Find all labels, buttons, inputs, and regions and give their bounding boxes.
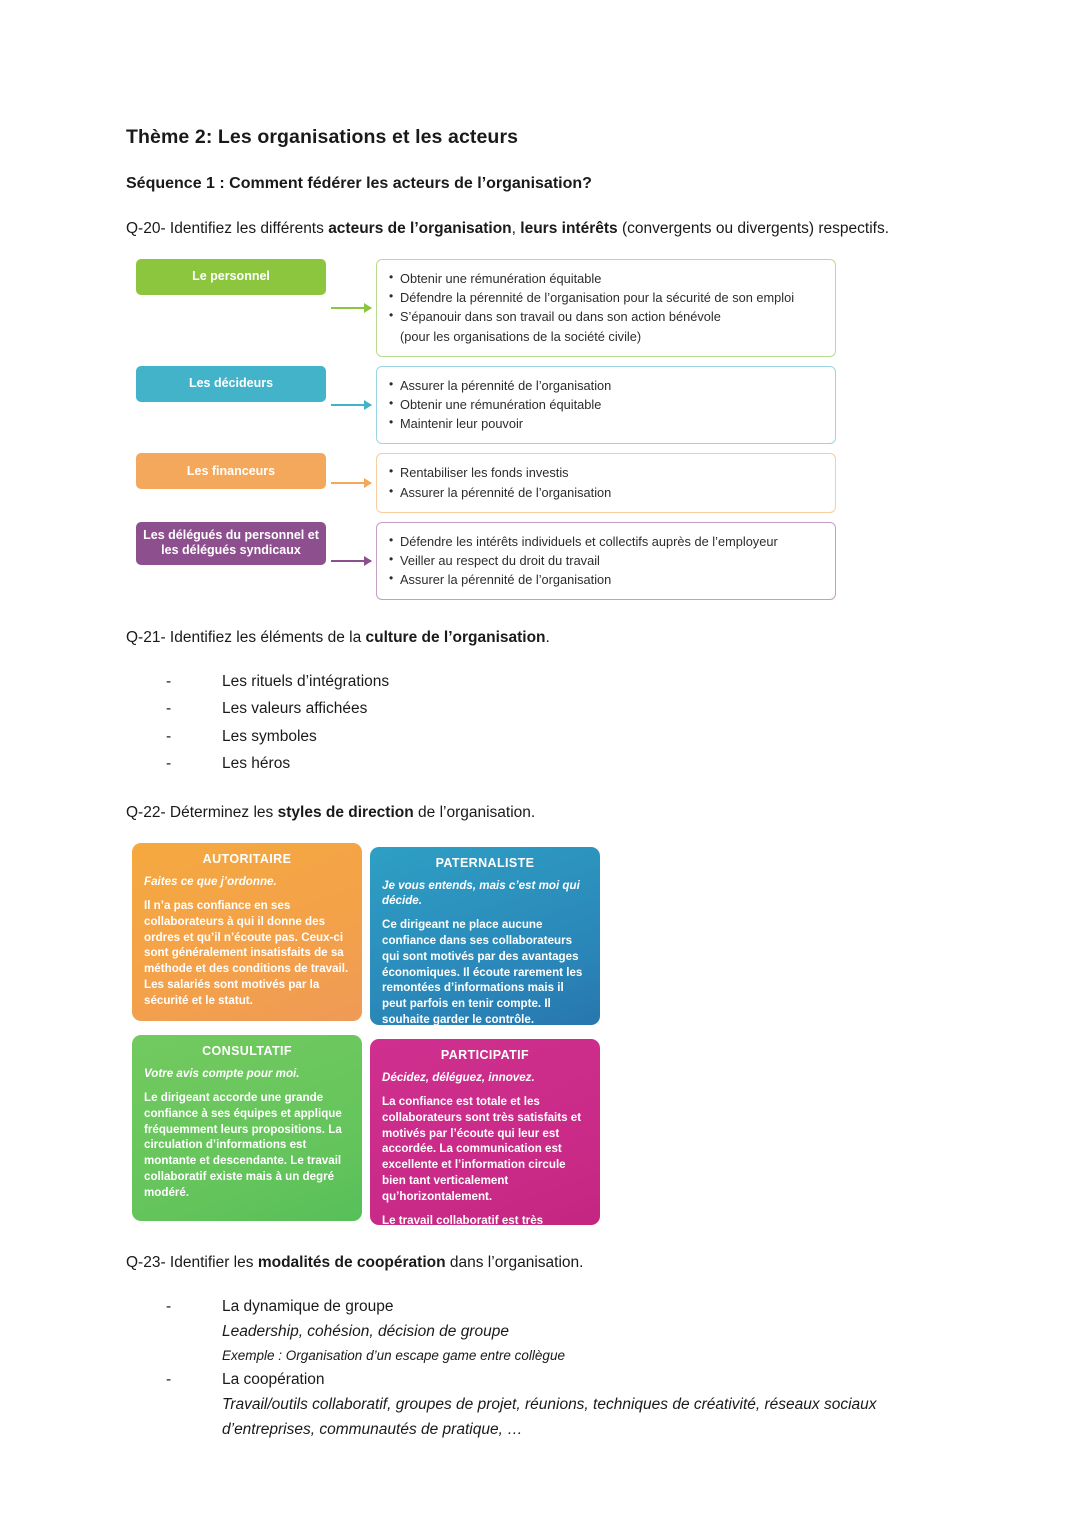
- cooperation-item-title: La coopération: [222, 1371, 325, 1389]
- cooperation-list: [126, 1293, 956, 1443]
- page-title: Thème 2: Les organisations et les acteurs: [126, 126, 519, 148]
- q23-bold-modalites: modalités de coopération: [257, 1253, 446, 1271]
- list-item-note: (pour les organisations de la société civile): [400, 328, 642, 344]
- style-body-text: Ce dirigeant ne place aucune confiance dans ses collaborateurs qui sont motivés par des avantages économiques. Il écoute rarement les remontées d’informations mais il peut parfois en tenir compte. Il souhaite garder le contrôle.: [382, 918, 583, 1026]
- q22-suffix: de l’organisation.: [413, 803, 536, 821]
- q20-middle: ,: [511, 220, 521, 237]
- list-item: • Veiller au respect du droit du travail: [389, 551, 823, 570]
- q23-suffix: dans l’organisation.: [445, 1253, 584, 1271]
- q20-bold-interets: leurs intérêts: [520, 220, 618, 237]
- arrow-icon: [326, 543, 376, 579]
- arrow-icon: [326, 465, 376, 501]
- style-body: [144, 898, 350, 1008]
- list-item: - Les rituels d’intégrations: [166, 668, 956, 695]
- style-body-text-2: Le travail collaboratif est très présent.: [382, 1214, 544, 1244]
- arrow-icon: [326, 387, 376, 423]
- style-title: PARTICIPATIF: [440, 1047, 530, 1062]
- actor-interests-decideurs: [376, 366, 836, 445]
- style-card-participatif: [370, 1039, 600, 1244]
- cooperation-item-sub: Travail/outils collaboratif, groupes de projet, réunions, techniques de créativité, réseaux sociaux d’entreprises, communautés de pratique, …: [222, 1396, 877, 1439]
- actor-row: [136, 453, 836, 512]
- actor-label-financeurs: Les financeurs: [136, 453, 326, 489]
- style-body: [382, 917, 588, 1027]
- sequence-heading: Séquence 1 : Comment fédérer les acteurs de l’organisation?: [126, 175, 592, 192]
- actor-interests-delegues: [376, 522, 836, 601]
- style-quote: Décidez, déléguez, innovez.: [382, 1070, 535, 1084]
- style-title: CONSULTATIF: [202, 1043, 292, 1058]
- list-item: [166, 1293, 956, 1367]
- list-item: - Les héros: [166, 750, 956, 777]
- actor-row: [136, 522, 836, 601]
- actor-row: [136, 366, 836, 445]
- style-body-text: Il n’a pas confiance en ses collaborateurs à qui il donne des ordres et qu’il n’écoute pas. Ceux-ci sont généralement insatisfaits de sa méthode et des conditions de travail. Les salariés sont motivés par la sécurité et le statut.: [144, 899, 349, 1007]
- style-title: PATERNALISTE: [435, 855, 535, 870]
- document-content: [126, 126, 956, 1467]
- actors-diagram: [136, 259, 836, 600]
- list-item: [166, 1366, 956, 1443]
- style-body: [144, 1090, 350, 1200]
- style-card-consultatif: [132, 1035, 362, 1221]
- actor-interests-financeurs: [376, 453, 836, 512]
- actor-row: [136, 259, 836, 357]
- direction-styles-diagram: [132, 843, 592, 1244]
- style-quote: Faites ce que j’ordonne.: [144, 874, 277, 888]
- style-body: [382, 1094, 588, 1245]
- style-card-autoritaire: [132, 843, 362, 1021]
- cooperation-item-example: Exemple : Organisation d’un escape game entre collègue: [222, 1347, 565, 1363]
- q21-prefix: Q-21- Identifiez les éléments de la: [126, 629, 366, 647]
- cooperation-item-sub: Leadership, cohésion, décision de groupe: [222, 1322, 509, 1340]
- question-q22: [126, 801, 956, 825]
- q23-prefix: Q-23- Identifier les: [126, 1253, 258, 1271]
- style-title: AUTORITAIRE: [202, 851, 292, 866]
- q21-bold-culture: culture de l’organisation: [365, 629, 546, 647]
- style-quote: Je vous entends, mais c’est moi qui décide.: [382, 878, 580, 908]
- list-item: • Assurer la pérennité de l’organisation: [389, 570, 823, 589]
- question-q21: [126, 626, 956, 650]
- q22-prefix: Q-22- Déterminez les: [126, 803, 278, 821]
- list-item: • Obtenir une rémunération équitable: [389, 269, 823, 288]
- list-item: • Défendre les intérêts individuels et collectifs auprès de l’employeur: [389, 532, 823, 551]
- q20-bold-acteurs: acteurs de l’organisation: [328, 220, 512, 237]
- style-quote: Votre avis compte pour moi.: [144, 1066, 300, 1080]
- question-q23: [126, 1251, 956, 1275]
- q21-suffix: .: [545, 629, 550, 647]
- actor-interests-personnel: [376, 259, 836, 357]
- list-item: • Assurer la pérennité de l’organisation: [389, 376, 823, 395]
- style-body-text: Le dirigeant accorde une grande confiance à ses équipes et applique fréquemment leurs propositions. La circulation d’informations est montante et descendante. Le travail collaboratif existe mais à un degré modéré.: [144, 1091, 342, 1199]
- actor-label-decideurs: Les décideurs: [136, 366, 326, 402]
- list-item: • Rentabiliser les fonds investis: [389, 463, 823, 482]
- actor-label-delegues: Les délégués du personnel et les délégués syndicaux: [136, 522, 326, 565]
- list-item: - Les valeurs affichées: [166, 695, 956, 722]
- arrow-icon: [326, 290, 376, 326]
- style-body-text: La confiance est totale et les collaborateurs sont très satisfaits et motivés par l’écoute qui leur est accordée. La communication est excellente et l’information circule bien tant verticalement qu’horizontalement.: [382, 1095, 582, 1203]
- question-q20: [126, 217, 956, 241]
- culture-list: [126, 668, 956, 777]
- list-item: • S’épanouir dans son travail ou dans son action bénévole: [389, 307, 823, 326]
- style-card-paternaliste: [370, 847, 600, 1025]
- q20-prefix: Q-20- Identifiez les différents: [126, 220, 329, 237]
- list-item: • Défendre la pérennité de l’organisation pour la sécurité de son emploi: [389, 288, 823, 307]
- list-item: • Assurer la pérennité de l’organisation: [389, 483, 823, 502]
- q22-bold-styles: styles de direction: [277, 803, 414, 821]
- list-item: • Obtenir une rémunération équitable: [389, 395, 823, 414]
- list-item: - Les symboles: [166, 723, 956, 750]
- list-item: • Maintenir leur pouvoir: [389, 414, 823, 433]
- cooperation-item-title: La dynamique de groupe: [222, 1297, 394, 1315]
- q20-suffix: (convergents ou divergents) respectifs.: [617, 220, 890, 237]
- actor-label-personnel: Le personnel: [136, 259, 326, 295]
